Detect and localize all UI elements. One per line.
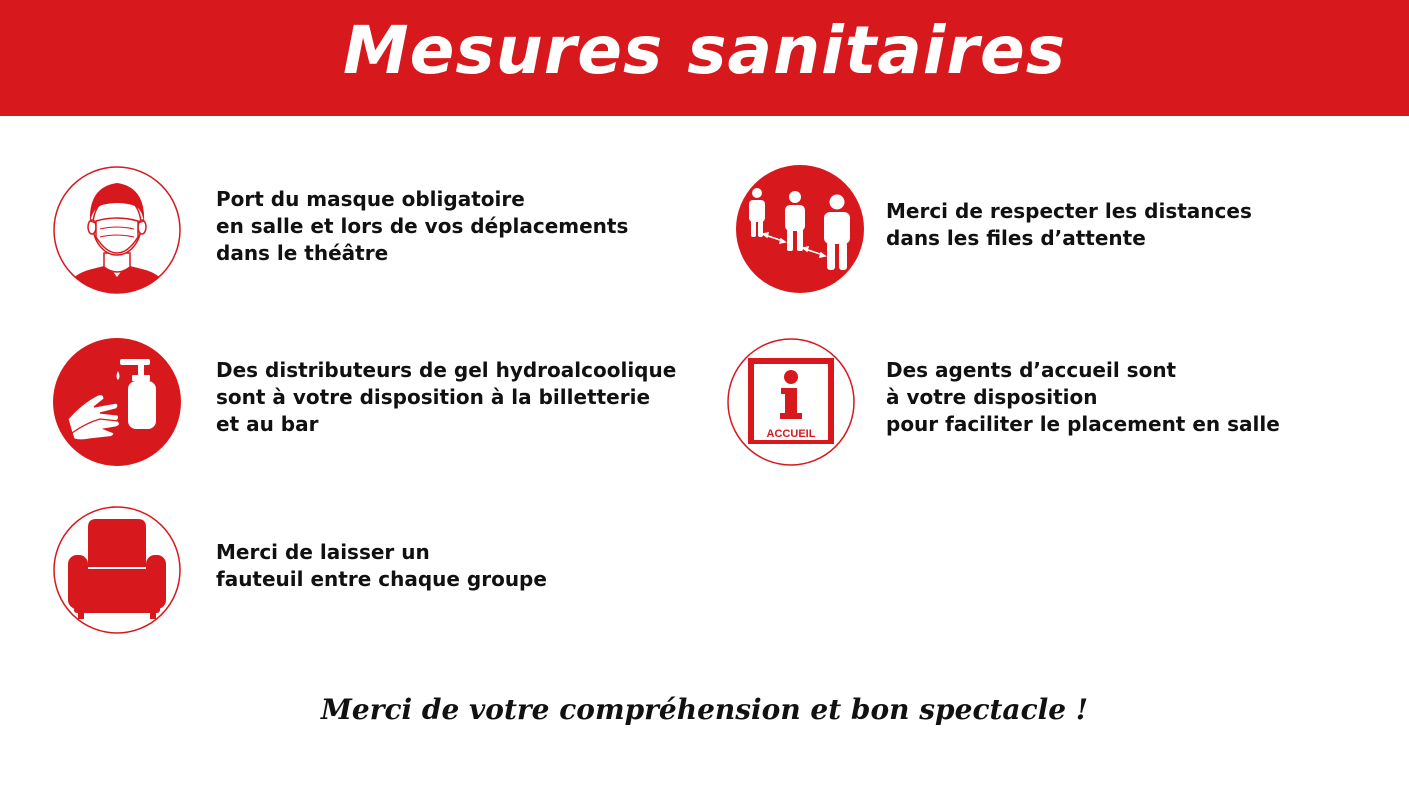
sanitizer-line-3: et au bar — [216, 412, 319, 436]
hand-sanitizer-icon — [52, 337, 182, 467]
mask-instruction — [216, 186, 628, 267]
seat-line-1: Merci de laisser un — [216, 540, 430, 564]
sanitizer-line-1: Des distributeurs de gel hydroalcoolique — [216, 358, 677, 382]
reception-instruction — [886, 357, 1280, 438]
accueil-label: ACCUEIL — [766, 428, 816, 440]
armchair-icon — [52, 505, 182, 635]
closing-message: Merci de votre compréhension et bon spectacle ! — [320, 693, 1089, 726]
reception-line-2: à votre disposition — [886, 385, 1098, 409]
mask-line-2: en salle et lors de vos déplacements — [216, 214, 629, 238]
distance-line-2: dans les files d’attente — [886, 226, 1146, 250]
page-title: Mesures sanitaires — [342, 12, 1067, 89]
mask-line-1: Port du masque obligatoire — [216, 187, 525, 211]
social-distance-icon — [735, 164, 865, 294]
face-mask-icon — [52, 165, 182, 295]
header-banner — [0, 0, 1409, 116]
mask-line-3: dans le théâtre — [216, 241, 389, 265]
info-desk-icon — [726, 337, 856, 467]
reception-line-1: Des agents d’accueil sont — [886, 358, 1177, 382]
sanitizer-instruction — [216, 357, 676, 438]
distance-line-1: Merci de respecter les distances — [886, 199, 1252, 223]
sanitizer-line-2: sont à votre disposition à la billetterie — [216, 385, 651, 409]
reception-line-3: pour faciliter le placement en salle — [886, 412, 1280, 436]
distance-instruction — [886, 198, 1252, 252]
seat-instruction — [216, 539, 547, 593]
seat-line-2: fauteuil entre chaque groupe — [216, 567, 547, 591]
